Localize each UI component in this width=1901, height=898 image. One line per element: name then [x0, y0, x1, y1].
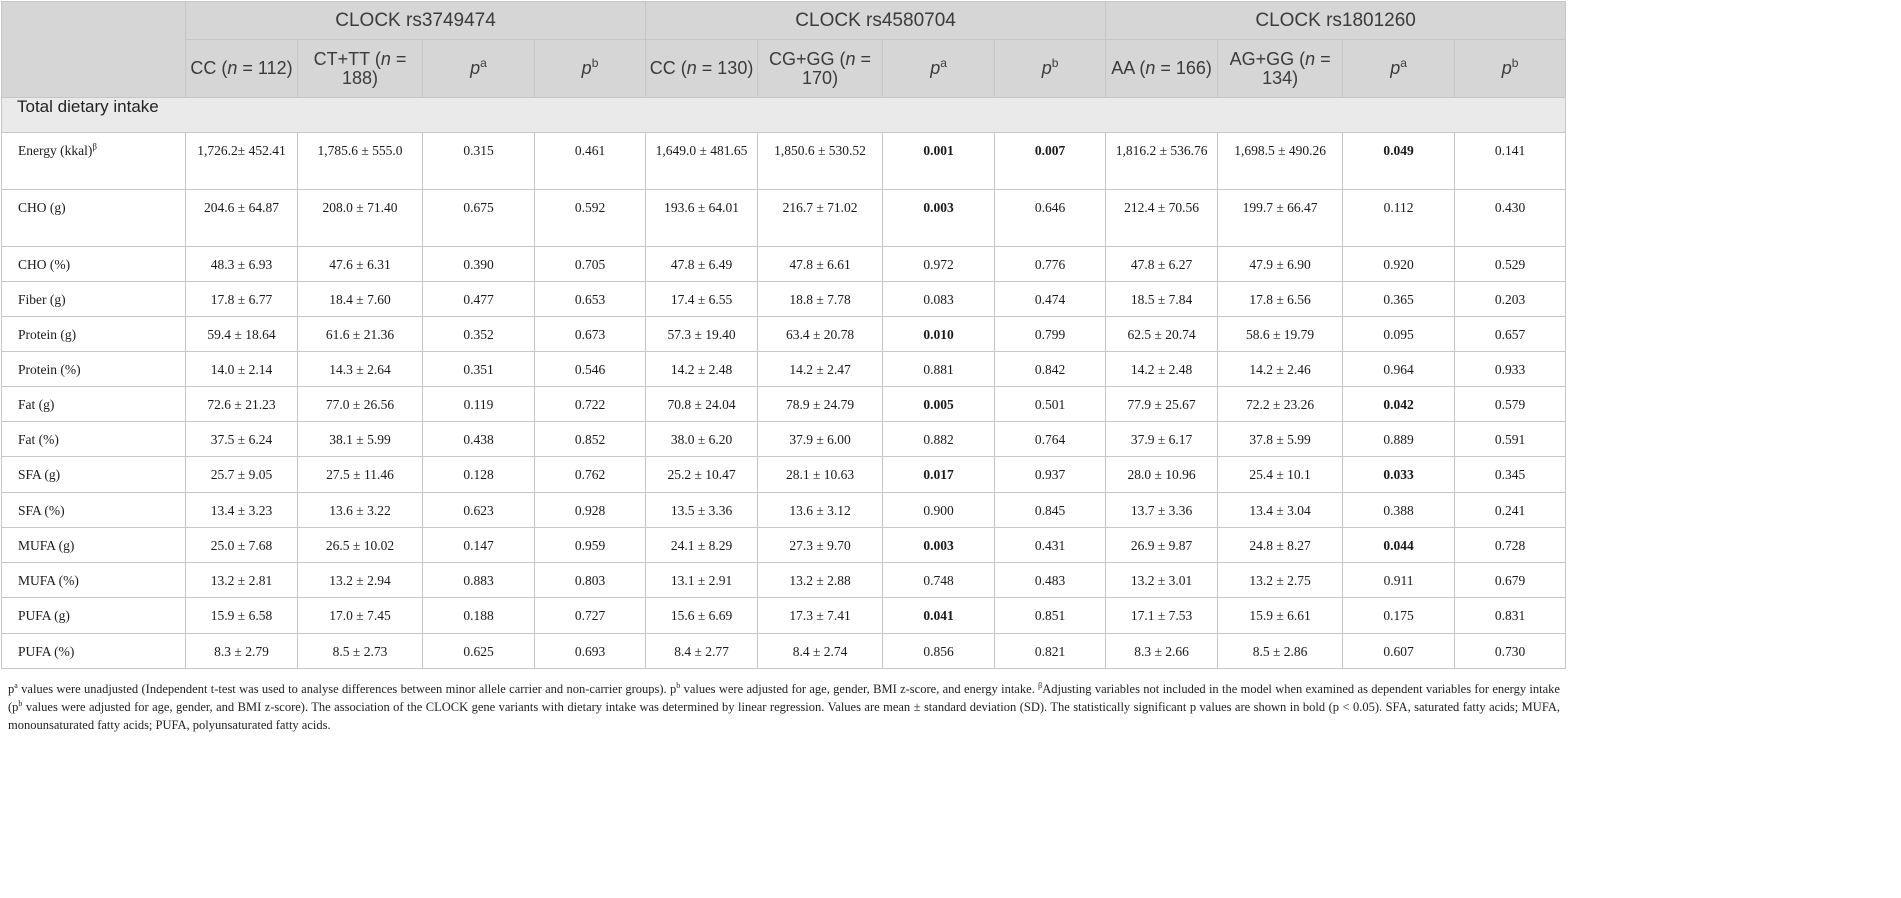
table-cell: 26.5 ± 10.02 — [298, 528, 423, 563]
table-cell: 0.592 — [535, 190, 646, 247]
table-row — [2, 493, 1566, 528]
table-cell: 0.675 — [423, 190, 535, 247]
table-cell: 13.4 ± 3.04 — [1218, 493, 1343, 528]
table-cell: 17.1 ± 7.53 — [1106, 598, 1218, 634]
footnote-text: values were unadjusted (Independent t-test was used to analyse differences between minor allele carrier and non-carrier groups). p — [17, 682, 677, 696]
table-cell: 0.315 — [423, 133, 535, 190]
footnote-text: p — [8, 682, 15, 696]
table-cell: 28.1 ± 10.63 — [758, 457, 883, 493]
table-cell: 0.693 — [535, 634, 646, 669]
row-label-text: Protein (g) — [18, 327, 77, 342]
table-cell: 8.5 ± 2.73 — [298, 634, 423, 669]
table-cell: 0.799 — [995, 317, 1106, 352]
column-header-count: = 130) — [696, 58, 754, 78]
row-label — [2, 563, 186, 598]
table-cell: 0.881 — [883, 352, 995, 387]
table-cell: 0.430 — [1455, 190, 1566, 247]
table-cell: 0.911 — [1343, 563, 1455, 598]
footnote-sup: a — [14, 680, 18, 690]
table-cell: 0.591 — [1455, 422, 1566, 457]
column-header — [646, 40, 758, 98]
table-cell: 0.842 — [995, 352, 1106, 387]
row-label — [2, 352, 186, 387]
table-cell: 15.6 ± 6.69 — [646, 598, 758, 634]
table-cell: 38.0 ± 6.20 — [646, 422, 758, 457]
footnote-text: values were adjusted for age, gender, and BMI z-score). The association of the CLOCK gene variants with dietary intake was determined by linear regression. Values are mean ± standard deviation (SD). The statistically significant p values are shown in bold (p < 0.05). SFA, saturated fatty acids; MUFA, monounsaturated fatty acids; PUFA, polyunsaturated fatty acids. — [8, 700, 1560, 732]
column-header-n: n — [227, 58, 238, 78]
table-cell: 0.722 — [535, 387, 646, 422]
table-cell: 208.0 ± 71.40 — [298, 190, 423, 247]
table-row — [2, 598, 1566, 634]
table-cell: 0.474 — [995, 282, 1106, 317]
table-cell: 0.607 — [1343, 634, 1455, 669]
row-label-text: SFA (g) — [18, 467, 61, 482]
table-cell: 0.821 — [995, 634, 1106, 669]
table-cell: 18.5 ± 7.84 — [1106, 282, 1218, 317]
table-cell: 17.0 ± 7.45 — [298, 598, 423, 634]
table-cell: 0.003 — [883, 190, 995, 247]
table-cell: 14.2 ± 2.46 — [1218, 352, 1343, 387]
column-header-group: CC ( — [649, 58, 687, 78]
table-cell: 13.4 ± 3.23 — [186, 493, 298, 528]
table-cell: 0.623 — [423, 493, 535, 528]
table-cell: 13.6 ± 3.12 — [758, 493, 883, 528]
row-label — [2, 247, 186, 282]
table-cell: 0.390 — [423, 247, 535, 282]
table-cell: 0.776 — [995, 247, 1106, 282]
table-cell: 13.7 ± 3.36 — [1106, 493, 1218, 528]
table-cell: 204.6 ± 64.87 — [186, 190, 298, 247]
table-cell: 0.005 — [883, 387, 995, 422]
table-cell: 70.8 ± 24.04 — [646, 387, 758, 422]
row-label — [2, 317, 186, 352]
column-header-count: = 170) — [802, 48, 872, 88]
table-cell: 15.9 ± 6.61 — [1218, 598, 1343, 634]
group-header-rs3749474: CLOCK rs3749474 — [186, 2, 646, 40]
table-cell: 24.1 ± 8.29 — [646, 528, 758, 563]
column-header-count: = 166) — [1155, 58, 1212, 78]
column-header — [995, 40, 1106, 98]
table-cell: 0.646 — [995, 190, 1106, 247]
row-label-text: Fat (%) — [18, 432, 59, 447]
table-cell: 13.5 ± 3.36 — [646, 493, 758, 528]
table-cell: 8.5 ± 2.86 — [1218, 634, 1343, 669]
table-cell: 37.8 ± 5.99 — [1218, 422, 1343, 457]
table-cell: 0.001 — [883, 133, 995, 190]
table-cell: 1,816.2 ± 536.76 — [1106, 133, 1218, 190]
table-cell: 13.2 ± 2.88 — [758, 563, 883, 598]
table-row — [2, 528, 1566, 563]
table-cell: 27.3 ± 9.70 — [758, 528, 883, 563]
table-cell: 13.2 ± 2.81 — [186, 563, 298, 598]
table-cell: 0.128 — [423, 457, 535, 493]
dietary-intake-table — [1, 1, 1566, 669]
row-label-text: Fiber (g) — [18, 292, 66, 307]
table-cell: 8.4 ± 2.74 — [758, 634, 883, 669]
table-cell: 0.851 — [995, 598, 1106, 634]
column-header — [1455, 40, 1566, 98]
table-cell: 0.900 — [883, 493, 995, 528]
column-header-p: p — [470, 58, 481, 78]
table-cell: 38.1 ± 5.99 — [298, 422, 423, 457]
table-cell: 0.501 — [995, 387, 1106, 422]
table-cell: 0.352 — [423, 317, 535, 352]
table-cell: 14.2 ± 2.48 — [1106, 352, 1218, 387]
table-cell: 0.883 — [423, 563, 535, 598]
table-cell: 13.6 ± 3.22 — [298, 493, 423, 528]
column-header-p: p — [581, 58, 592, 78]
column-header-group: AA ( — [1111, 58, 1146, 78]
table-cell: 18.4 ± 7.60 — [298, 282, 423, 317]
table-footnote — [8, 680, 1560, 734]
column-header — [186, 40, 298, 98]
table-row — [2, 563, 1566, 598]
row-label-text: Fat (g) — [18, 397, 55, 412]
table-cell: 1,726.2± 452.41 — [186, 133, 298, 190]
group-header-rs4580704: CLOCK rs4580704 — [646, 2, 1106, 40]
column-header-count: = 112) — [237, 58, 293, 78]
table-cell: 0.852 — [535, 422, 646, 457]
column-header — [1343, 40, 1455, 98]
table-cell: 78.9 ± 24.79 — [758, 387, 883, 422]
table-row — [2, 317, 1566, 352]
table-cell: 0.920 — [1343, 247, 1455, 282]
column-header-p: p — [1501, 58, 1512, 78]
table-cell: 0.748 — [883, 563, 995, 598]
table-cell: 15.9 ± 6.58 — [186, 598, 298, 634]
table-cell: 1,850.6 ± 530.52 — [758, 133, 883, 190]
table-cell: 0.007 — [995, 133, 1106, 190]
table-cell: 0.083 — [883, 282, 995, 317]
table-cell: 77.0 ± 26.56 — [298, 387, 423, 422]
table-cell: 1,785.6 ± 555.0 — [298, 133, 423, 190]
table-cell: 0.017 — [883, 457, 995, 493]
column-header-p: p — [1041, 58, 1052, 78]
table-cell: 17.8 ± 6.56 — [1218, 282, 1343, 317]
table-cell: 8.3 ± 2.79 — [186, 634, 298, 669]
table-cell: 212.4 ± 70.56 — [1106, 190, 1218, 247]
table-cell: 28.0 ± 10.96 — [1106, 457, 1218, 493]
row-label — [2, 133, 186, 190]
table-cell: 0.831 — [1455, 598, 1566, 634]
table-cell: 1,649.0 ± 481.65 — [646, 133, 758, 190]
table-cell: 14.0 ± 2.14 — [186, 352, 298, 387]
table-cell: 0.477 — [423, 282, 535, 317]
table-cell: 25.0 ± 7.68 — [186, 528, 298, 563]
column-header-p: p — [930, 58, 941, 78]
table-cell: 18.8 ± 7.78 — [758, 282, 883, 317]
table-cell: 0.033 — [1343, 457, 1455, 493]
table-cell: 77.9 ± 25.67 — [1106, 387, 1218, 422]
row-label — [2, 422, 186, 457]
table-cell: 0.889 — [1343, 422, 1455, 457]
table-cell: 37.9 ± 6.00 — [758, 422, 883, 457]
table-row — [2, 352, 1566, 387]
table-row — [2, 634, 1566, 669]
table-cell: 0.546 — [535, 352, 646, 387]
table-cell: 0.483 — [995, 563, 1106, 598]
table-cell: 0.964 — [1343, 352, 1455, 387]
table-row — [2, 457, 1566, 493]
table-cell: 14.2 ± 2.48 — [646, 352, 758, 387]
table-cell: 0.044 — [1343, 528, 1455, 563]
row-label-sup: β — [92, 141, 97, 152]
row-label-text: Energy (kkal) — [18, 143, 93, 158]
table-cell: 72.6 ± 21.23 — [186, 387, 298, 422]
row-label — [2, 528, 186, 563]
table-cell: 8.4 ± 2.77 — [646, 634, 758, 669]
table-cell: 0.049 — [1343, 133, 1455, 190]
column-header — [1106, 40, 1218, 98]
row-label-text: Protein (%) — [18, 362, 81, 377]
table-cell: 0.856 — [883, 634, 995, 669]
column-header — [298, 40, 423, 98]
table-cell: 0.365 — [1343, 282, 1455, 317]
table-cell: 0.388 — [1343, 493, 1455, 528]
table-cell: 0.438 — [423, 422, 535, 457]
table-cell: 0.928 — [535, 493, 646, 528]
table-cell: 58.6 ± 19.79 — [1218, 317, 1343, 352]
table-cell: 0.095 — [1343, 317, 1455, 352]
column-header-group: AG+GG ( — [1229, 48, 1306, 69]
table-cell: 193.6 ± 64.01 — [646, 190, 758, 247]
table-cell: 13.2 ± 3.01 — [1106, 563, 1218, 598]
table-cell: 0.937 — [995, 457, 1106, 493]
table-cell: 25.4 ± 10.1 — [1218, 457, 1343, 493]
footnote-text: values were adjusted for age, gender, BMI z-score, and energy intake. — [680, 682, 1039, 696]
table-cell: 62.5 ± 20.74 — [1106, 317, 1218, 352]
table-cell: 0.431 — [995, 528, 1106, 563]
column-header — [1218, 40, 1343, 98]
table-cell: 0.241 — [1455, 493, 1566, 528]
table-row — [2, 387, 1566, 422]
table-row — [2, 190, 1566, 247]
table-cell: 27.5 ± 11.46 — [298, 457, 423, 493]
table-cell: 0.141 — [1455, 133, 1566, 190]
table-cell: 0.345 — [1455, 457, 1566, 493]
table-cell: 25.2 ± 10.47 — [646, 457, 758, 493]
row-label-text: SFA (%) — [18, 503, 65, 518]
table-cell: 0.657 — [1455, 317, 1566, 352]
column-header-sup: b — [1051, 56, 1059, 70]
table-cell: 13.2 ± 2.94 — [298, 563, 423, 598]
table-cell: 0.203 — [1455, 282, 1566, 317]
table-cell: 47.6 ± 6.31 — [298, 247, 423, 282]
section-title: Total dietary intake — [2, 98, 1566, 133]
table-cell: 14.3 ± 2.64 — [298, 352, 423, 387]
table-cell: 1,698.5 ± 490.26 — [1218, 133, 1343, 190]
table-cell: 48.3 ± 6.93 — [186, 247, 298, 282]
table-cell: 47.8 ± 6.49 — [646, 247, 758, 282]
group-header-rs1801260: CLOCK rs1801260 — [1106, 2, 1566, 40]
table-cell: 0.147 — [423, 528, 535, 563]
column-header-n: n — [380, 48, 391, 69]
table-cell: 0.933 — [1455, 352, 1566, 387]
table-cell: 61.6 ± 21.36 — [298, 317, 423, 352]
table-cell: 0.803 — [535, 563, 646, 598]
footnote-sup: b — [676, 680, 681, 690]
row-label-text: MUFA (g) — [18, 538, 75, 553]
row-label — [2, 493, 186, 528]
column-header-sup: a — [1400, 56, 1407, 70]
table-cell: 0.764 — [995, 422, 1106, 457]
column-header-p: p — [1390, 58, 1401, 78]
table-row — [2, 247, 1566, 282]
table-cell: 37.5 ± 6.24 — [186, 422, 298, 457]
row-label-text: CHO (%) — [18, 257, 71, 272]
table-cell: 0.845 — [995, 493, 1106, 528]
table-cell: 63.4 ± 20.78 — [758, 317, 883, 352]
table-cell: 37.9 ± 6.17 — [1106, 422, 1218, 457]
row-label — [2, 457, 186, 493]
row-label — [2, 190, 186, 247]
table-cell: 216.7 ± 71.02 — [758, 190, 883, 247]
table-cell: 17.8 ± 6.77 — [186, 282, 298, 317]
table-cell: 47.8 ± 6.27 — [1106, 247, 1218, 282]
footnote-sup: β — [1038, 680, 1043, 690]
row-label-text: MUFA (%) — [18, 573, 79, 588]
row-label — [2, 634, 186, 669]
table-cell: 0.679 — [1455, 563, 1566, 598]
table-cell: 14.2 ± 2.47 — [758, 352, 883, 387]
footnote-sup: b — [18, 698, 23, 708]
row-label — [2, 282, 186, 317]
footnote-text: Adjusting variables not included in the model when examined as dependent variables for energy intake (p — [8, 682, 1560, 714]
column-header-n: n — [686, 58, 697, 78]
table-cell: 0.727 — [535, 598, 646, 634]
row-label — [2, 598, 186, 634]
column-header-sup: b — [591, 56, 599, 70]
table-cell: 0.119 — [423, 387, 535, 422]
table-cell: 24.8 ± 8.27 — [1218, 528, 1343, 563]
column-header-n: n — [1145, 58, 1156, 78]
table-cell: 0.175 — [1343, 598, 1455, 634]
column-header — [423, 40, 535, 98]
table-cell: 0.529 — [1455, 247, 1566, 282]
table-cell: 26.9 ± 9.87 — [1106, 528, 1218, 563]
table-cell: 0.112 — [1343, 190, 1455, 247]
table-cell: 47.8 ± 6.61 — [758, 247, 883, 282]
table-cell: 0.041 — [883, 598, 995, 634]
table-cell: 0.653 — [535, 282, 646, 317]
column-header-sup: a — [480, 56, 487, 70]
column-header-n: n — [1305, 48, 1316, 69]
column-header-group: CG+GG ( — [769, 48, 846, 69]
column-header — [883, 40, 995, 98]
row-label-text: PUFA (g) — [18, 608, 70, 623]
table-cell: 0.003 — [883, 528, 995, 563]
table-cell: 0.010 — [883, 317, 995, 352]
table-row — [2, 133, 1566, 190]
column-header-sup: a — [940, 56, 947, 70]
column-header-group: CT+TT ( — [313, 48, 381, 69]
table-cell: 13.2 ± 2.75 — [1218, 563, 1343, 598]
table-cell: 0.728 — [1455, 528, 1566, 563]
table-cell: 0.730 — [1455, 634, 1566, 669]
table-cell: 0.705 — [535, 247, 646, 282]
table-cell: 0.762 — [535, 457, 646, 493]
table-cell: 0.461 — [535, 133, 646, 190]
table-cell: 0.351 — [423, 352, 535, 387]
column-header — [535, 40, 646, 98]
table-cell: 59.4 ± 18.64 — [186, 317, 298, 352]
table-cell: 0.882 — [883, 422, 995, 457]
column-header-count: = 134) — [1262, 48, 1331, 88]
table-cell: 57.3 ± 19.40 — [646, 317, 758, 352]
table-cell: 72.2 ± 23.26 — [1218, 387, 1343, 422]
table-cell: 0.673 — [535, 317, 646, 352]
column-header-sup: b — [1511, 56, 1519, 70]
table-row — [2, 282, 1566, 317]
table-row — [2, 422, 1566, 457]
column-header-group: CC ( — [190, 58, 228, 78]
table-cell: 17.4 ± 6.55 — [646, 282, 758, 317]
table-cell: 0.579 — [1455, 387, 1566, 422]
column-header-count: = 188) — [341, 48, 407, 88]
table-cell: 25.7 ± 9.05 — [186, 457, 298, 493]
table-cell: 8.3 ± 2.66 — [1106, 634, 1218, 669]
column-header-n: n — [845, 48, 856, 69]
table-cell: 199.7 ± 66.47 — [1218, 190, 1343, 247]
header-corner — [2, 2, 186, 98]
table-cell: 47.9 ± 6.90 — [1218, 247, 1343, 282]
row-label-text: CHO (g) — [18, 200, 66, 215]
table-cell: 0.972 — [883, 247, 995, 282]
table-cell: 13.1 ± 2.91 — [646, 563, 758, 598]
table-cell: 0.959 — [535, 528, 646, 563]
row-label-text: PUFA (%) — [18, 644, 75, 659]
table-cell: 0.042 — [1343, 387, 1455, 422]
table-cell: 17.3 ± 7.41 — [758, 598, 883, 634]
row-label — [2, 387, 186, 422]
table-cell: 0.625 — [423, 634, 535, 669]
column-header — [758, 40, 883, 98]
table-cell: 0.188 — [423, 598, 535, 634]
